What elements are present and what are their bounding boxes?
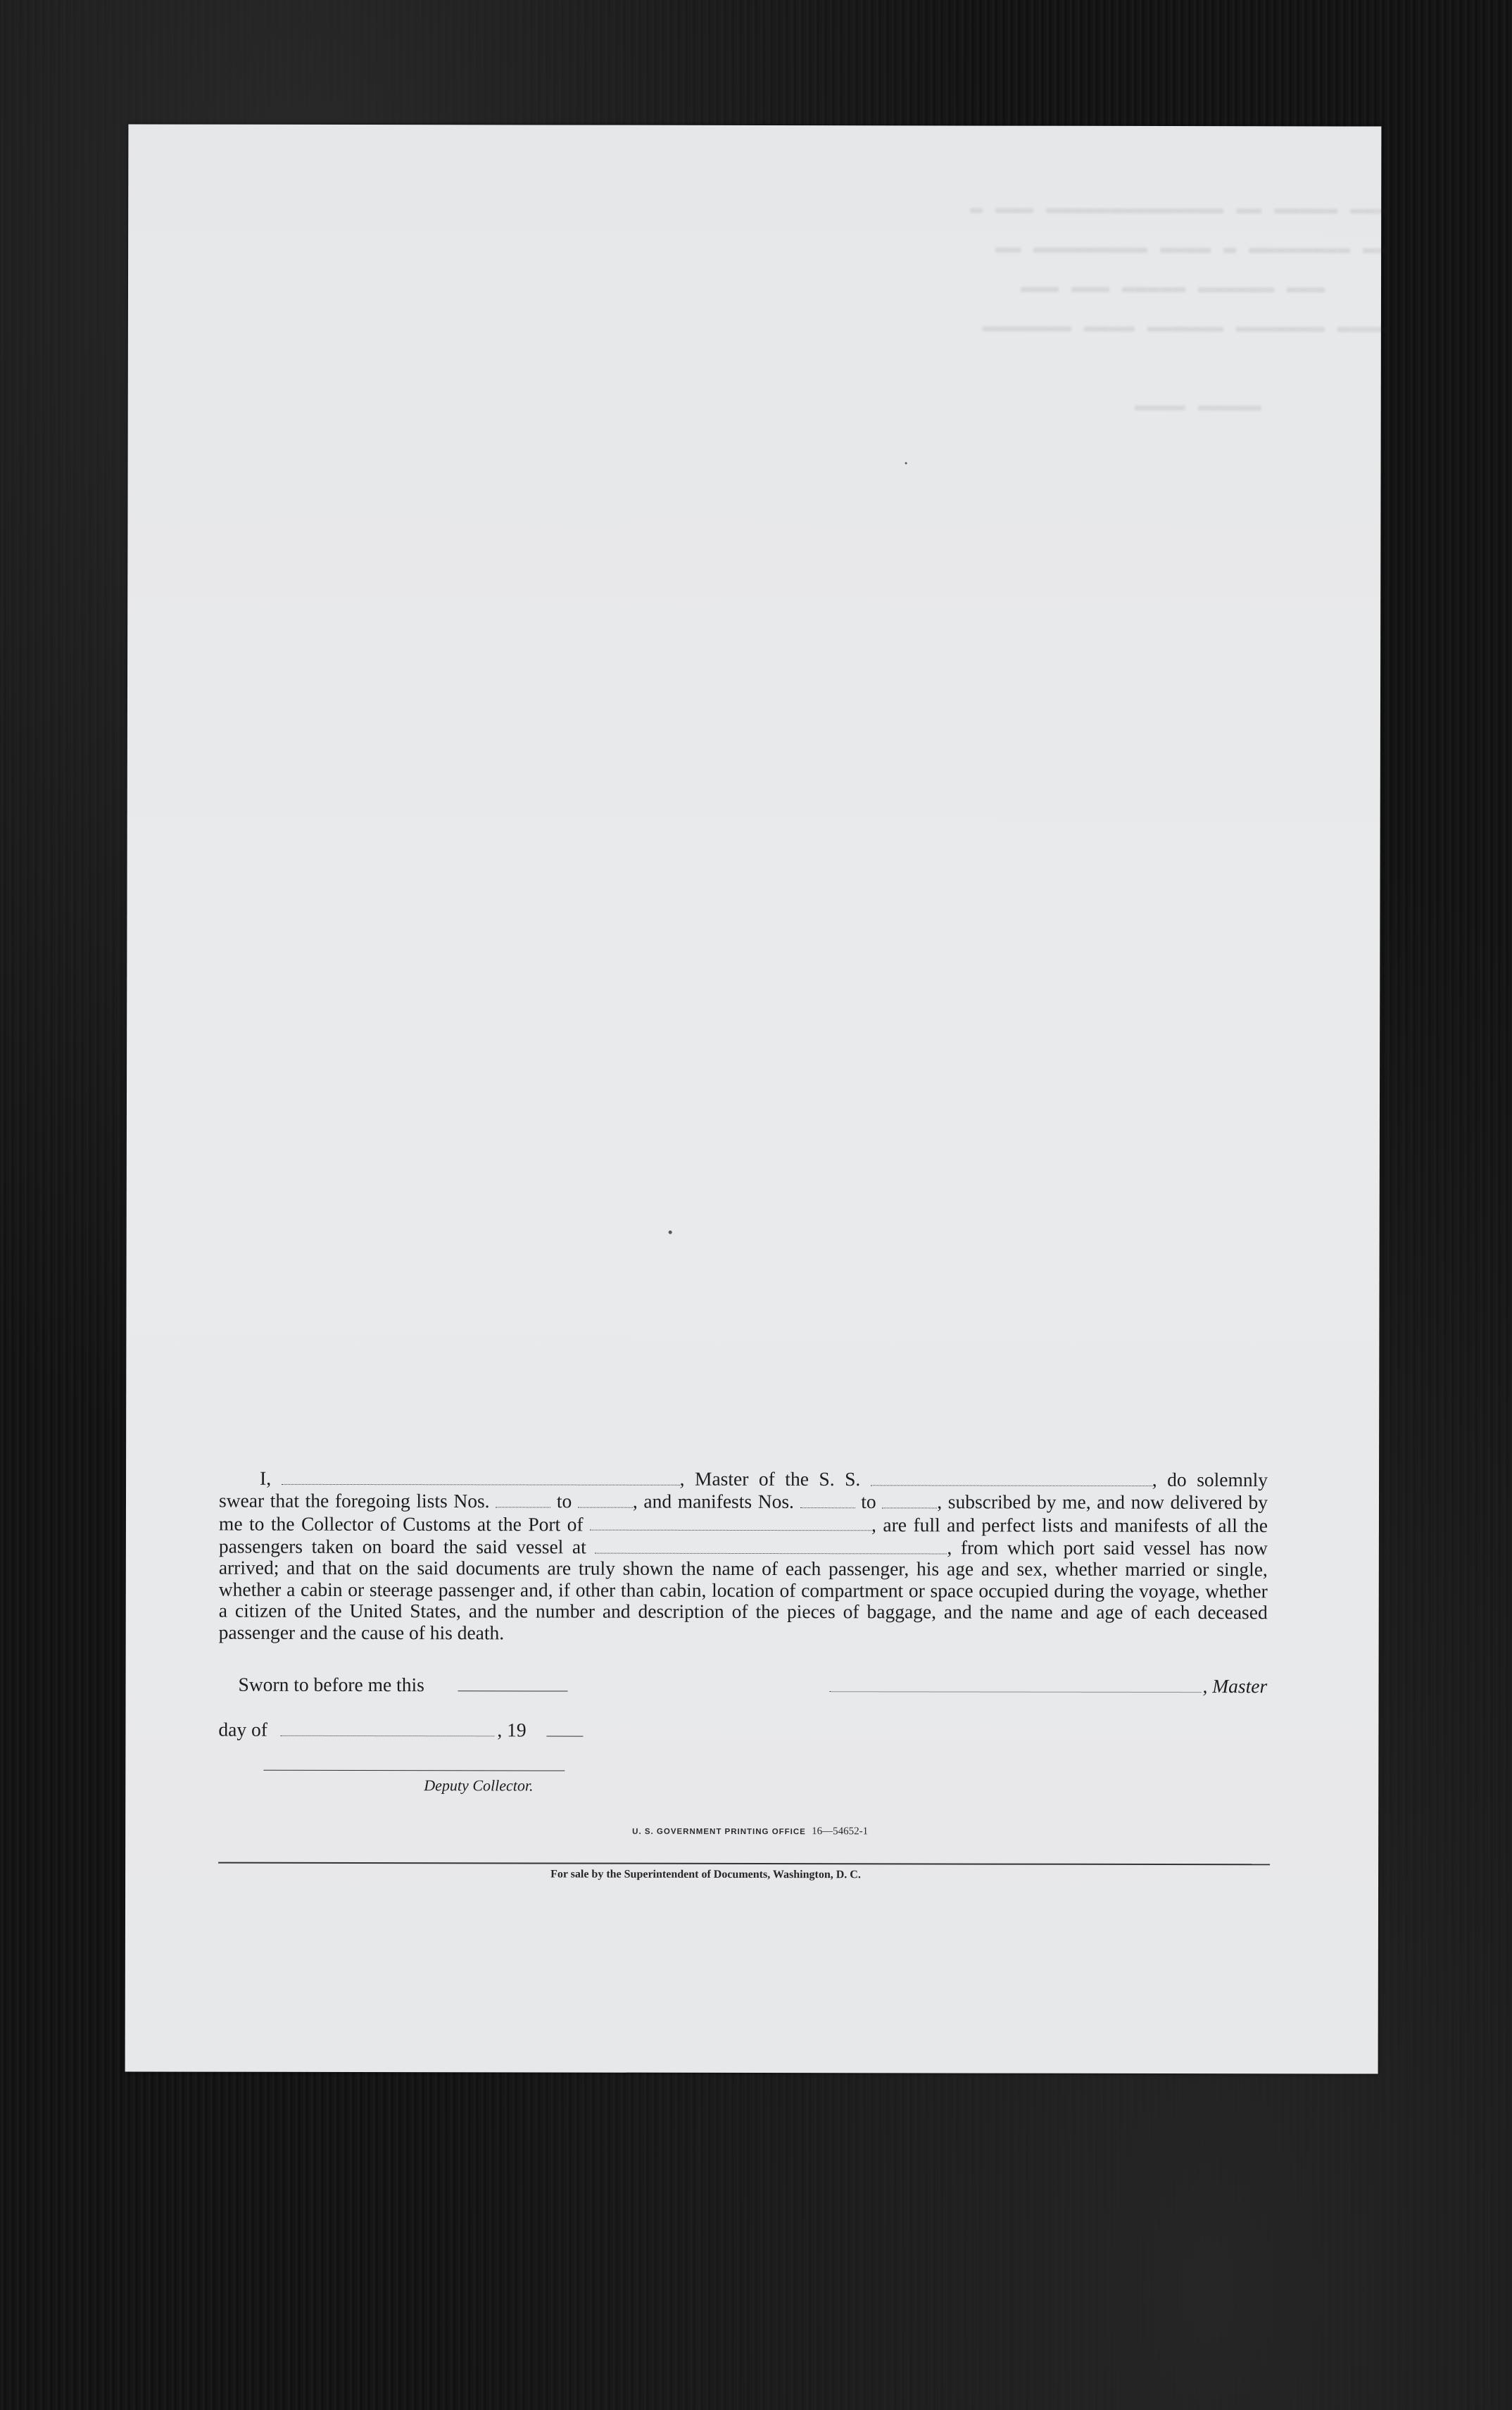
deputy-signature-line — [263, 1770, 565, 1771]
oath-opening: I, — [260, 1467, 272, 1489]
oath-text-block — [219, 1467, 1268, 1645]
list-from-blank — [496, 1490, 550, 1508]
month-blank — [280, 1736, 494, 1737]
oath-from-which: , from which — [947, 1536, 1055, 1559]
oath-delivered: delivered by me to the Collector of Customs at the Port of — [218, 1491, 1268, 1535]
sale-notice: For sale by the Superintendent of Documents, Washington, D. C. — [550, 1868, 861, 1881]
printing-office-imprint: U. S. GOVERNMENT PRINTING OFFICE — [632, 1827, 806, 1837]
sworn-day-blank — [458, 1690, 568, 1691]
paper-speck — [669, 1231, 672, 1234]
oath-master-of: , Master of the S. S. — [679, 1467, 861, 1490]
oath-rest: port said vessel has now arrived; and that on the said documents are truly shown the name of each passenger, his age and sex, whether married or single, whether a cabin or steerage passenger and, if other than cabin, location of compartment or space occupied during the voyage, whether a citizen of the United States, and the number and description of the pieces of baggage, and the name and age of each deceased passenger and the cause of his death. — [218, 1536, 1268, 1643]
port-blank — [590, 1512, 871, 1531]
master-name-blank — [282, 1467, 680, 1486]
document-page — [125, 124, 1389, 2073]
deputy-collector-label: Deputy Collector. — [424, 1776, 534, 1795]
master-signature-line — [830, 1691, 1202, 1693]
oath-paragraph — [219, 1467, 1268, 1645]
oath-subscribed: , subscribed by me, and now — [937, 1490, 1164, 1514]
oath-do-solemnly: , do solemnly — [1152, 1468, 1268, 1491]
manifest-to-blank — [882, 1490, 937, 1509]
year-prefix-label: , 19 — [497, 1719, 527, 1741]
oath-and-manifests: , and manifests Nos. — [632, 1490, 794, 1513]
form-code: 16—54652-1 — [812, 1826, 869, 1838]
paper-speck — [905, 462, 907, 464]
day-of-label: day of — [218, 1718, 267, 1740]
embark-port-blank — [595, 1535, 947, 1554]
oath-manifests-of: manifests of all the passengers taken on board the said vessel at — [218, 1514, 1268, 1558]
oath-to-2: to — [861, 1490, 876, 1513]
sworn-row — [219, 1674, 1268, 1704]
oath-swear: swear that the foregoing lists Nos. — [218, 1489, 490, 1512]
list-to-blank — [578, 1490, 633, 1508]
master-label: , Master — [1202, 1675, 1268, 1697]
footer-rule — [218, 1862, 1270, 1866]
bleed-through-shadow: ▬▬▬ ▬▬▬▬▬ ▬▬ ▬▬▬▬▬▬▬▬▬▬▬▬▬▬ ▬▬▬ ▬ ▬▬ ▬▬▬▬▬▬▬▬ ▬ ▬▬▬▬ ▬▬▬▬▬▬▬▬▬ ▬▬ ▬▬▬ ▬▬▬▬▬▬ ▬▬▬▬▬ ▬▬▬ ▬▬▬ ▬▬▬▬ ▬▬▬▬▬▬▬ ▬▬▬▬▬▬ ▬▬▬▬ ▬▬▬▬▬▬▬ ▬▬▬▬▬ ▬▬▬▬ — [970, 196, 1389, 419]
date-row — [218, 1719, 641, 1747]
sworn-label: Sworn to before me this — [238, 1673, 424, 1696]
oath-full-perfect: , are full and perfect lists and — [871, 1513, 1108, 1536]
ship-name-blank — [871, 1467, 1152, 1486]
manifest-from-blank — [800, 1490, 855, 1508]
oath-to-1: to — [556, 1490, 572, 1512]
